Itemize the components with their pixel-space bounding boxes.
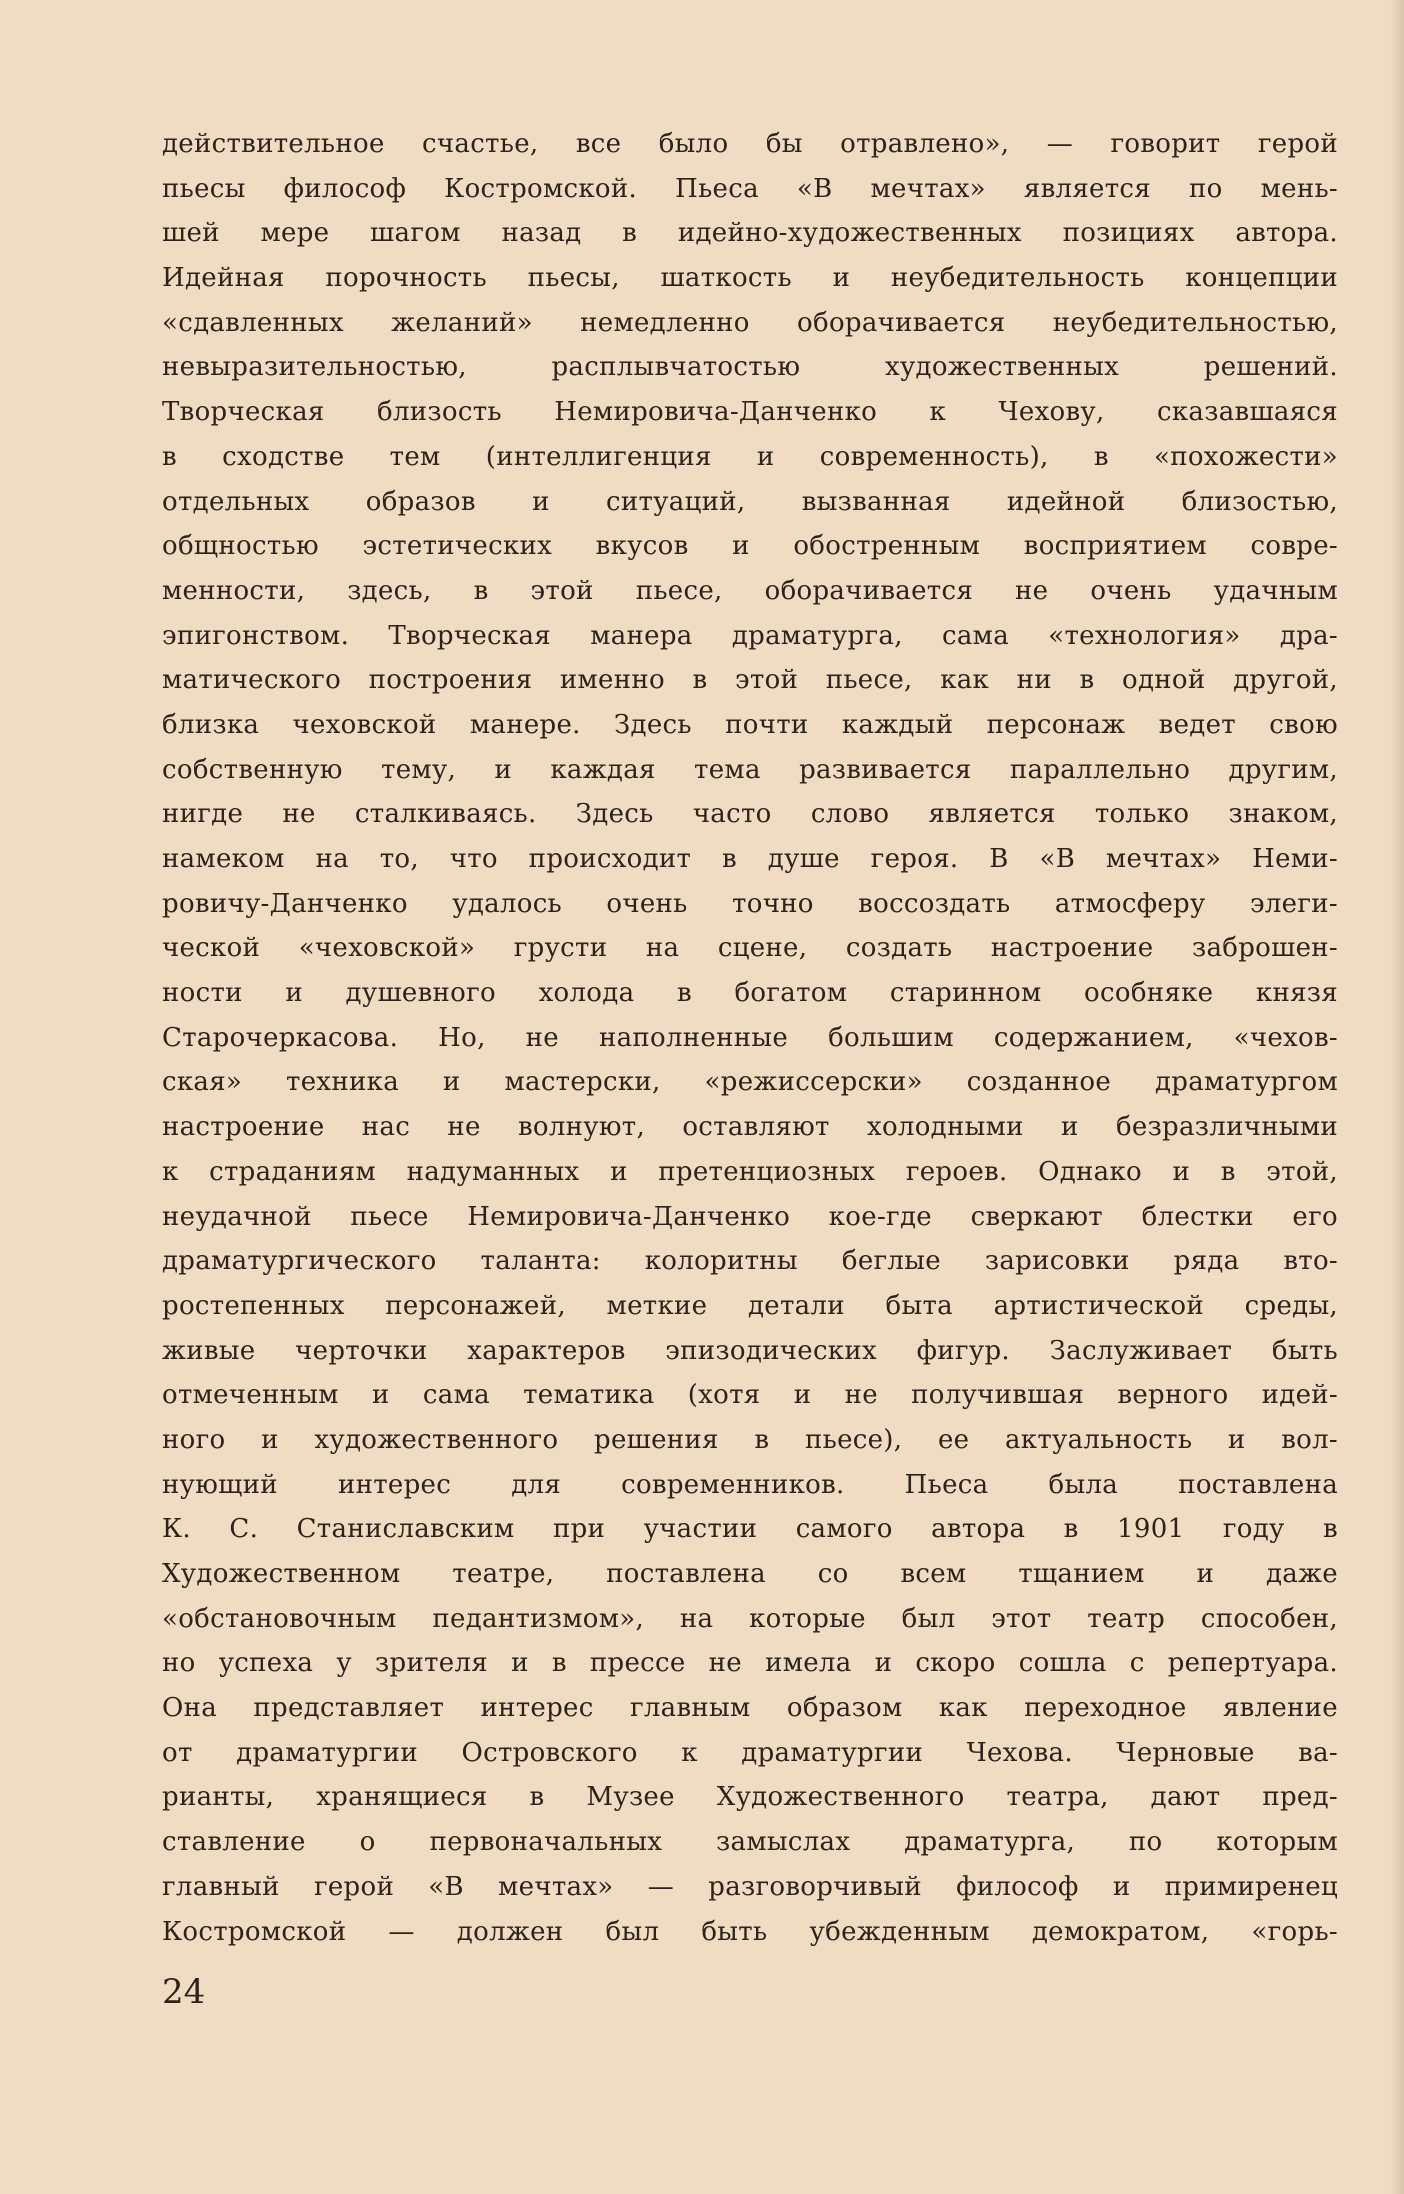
text-line: собственную тему, и каждая тема развивается параллельно другим,: [162, 754, 1338, 785]
text-line: нигде не сталкиваясь. Здесь часто слово является только знаком,: [162, 799, 1338, 830]
text-line: «обстановочным педантизмом», на которые был этот театр способен,: [162, 1603, 1338, 1634]
text-line: невыразительностью, расплывчатостью художественных решений.: [162, 352, 1338, 383]
text-line: живые черточки характеров эпизодических фигур. Заслуживает быть: [162, 1335, 1338, 1366]
text-line: Она представляет интерес главным образом как переходное явление: [162, 1693, 1338, 1724]
text-line: нующий интерес для современников. Пьеса была поставлена: [162, 1469, 1338, 1500]
text-line: Костромской — должен был быть убежденным демократом, «горь-: [162, 1916, 1338, 1947]
text-line: менности, здесь, в этой пьесе, оборачивается не очень удачным: [162, 575, 1338, 606]
text-line: ровичу-Данченко удалось очень точно воссоздать атмосферу элеги-: [162, 888, 1338, 919]
text-line: рианты, хранящиеся в Музее Художественного театра, дают пред-: [162, 1782, 1338, 1813]
text-line: ростепенных персонажей, меткие детали быта артистической среды,: [162, 1290, 1338, 1321]
text-line: главный герой «В мечтах» — разговорчивый философ и примиренец: [162, 1871, 1338, 1902]
text-line: ности и душевного холода в богатом старинном особняке князя: [162, 978, 1338, 1009]
body-text: [162, 122, 1338, 1954]
text-line: близка чеховской манере. Здесь почти каждый персонаж ведет свою: [162, 709, 1338, 740]
text-line: неудачной пьесе Немировича-Данченко кое-где сверкают блестки его: [162, 1201, 1338, 1232]
text-line: «сдавленных желаний» немедленно оборачивается неубедительностью,: [162, 307, 1338, 338]
text-line: ставление о первоначальных замыслах драматурга, по которым: [162, 1827, 1338, 1858]
text-line: матического построения именно в этой пьесе, как ни в одной другой,: [162, 665, 1338, 696]
text-line: драматургического таланта: колоритны беглые зарисовки ряда вто-: [162, 1246, 1338, 1277]
text-line: к страданиям надуманных и претенциозных героев. Однако и в этой,: [162, 1156, 1338, 1187]
text-line: отмеченным и сама тематика (хотя и не получившая верного идей-: [162, 1380, 1338, 1411]
text-line: К. С. Станиславским при участии самого автора в 1901 году в: [162, 1514, 1338, 1545]
text-line: настроение нас не волнуют, оставляют холодными и безразличными: [162, 1112, 1338, 1143]
text-line: шей мере шагом назад в идейно-художественных позициях автора.: [162, 218, 1338, 249]
text-line: действительное счастье, все было бы отравлено», — говорит герой: [162, 129, 1338, 159]
text-line: Идейная порочность пьесы, шаткость и неубедительность концепции: [162, 263, 1338, 294]
text-line: ческой «чеховской» грусти на сцене, создать настроение заброшен-: [162, 933, 1338, 964]
text-line: пьесы философ Костромской. Пьеса «В мечтах» является по мень-: [162, 173, 1338, 204]
text-line: общностью эстетических вкусов и обостренным восприятием совре-: [162, 531, 1338, 562]
text-line: ного и художественного решения в пьесе), ее актуальность и вол-: [162, 1424, 1338, 1455]
text-line: Художественном театре, поставлена со всем тщанием и даже: [162, 1559, 1338, 1589]
text-line: отдельных образов и ситуаций, вызванная идейной близостью,: [162, 486, 1338, 517]
text-line: намеком на то, что происходит в душе героя. В «В мечтах» Неми-: [162, 844, 1338, 874]
page-edge-shadow: [1390, 0, 1404, 2194]
text-line: Творческая близость Немировича-Данченко к Чехову, сказавшаяся: [162, 397, 1338, 428]
text-line: Старочеркасова. Но, не наполненные большим содержанием, «чехов-: [162, 1022, 1338, 1053]
text-line: ская» техника и мастерски, «режиссерски» созданное драматургом: [162, 1067, 1338, 1098]
page-number: 24: [162, 1972, 206, 2012]
text-line: но успеха у зрителя и в прессе не имела и скоро сошла с репертуара.: [162, 1648, 1338, 1679]
text-line: от драматургии Островского к драматургии Чехова. Черновые ва-: [162, 1737, 1338, 1768]
text-line: в сходстве тем (интеллигенция и современность), в «похожести»: [162, 441, 1338, 472]
text-line: эпигонством. Творческая манера драматурга, сама «технология» дра-: [162, 620, 1338, 651]
